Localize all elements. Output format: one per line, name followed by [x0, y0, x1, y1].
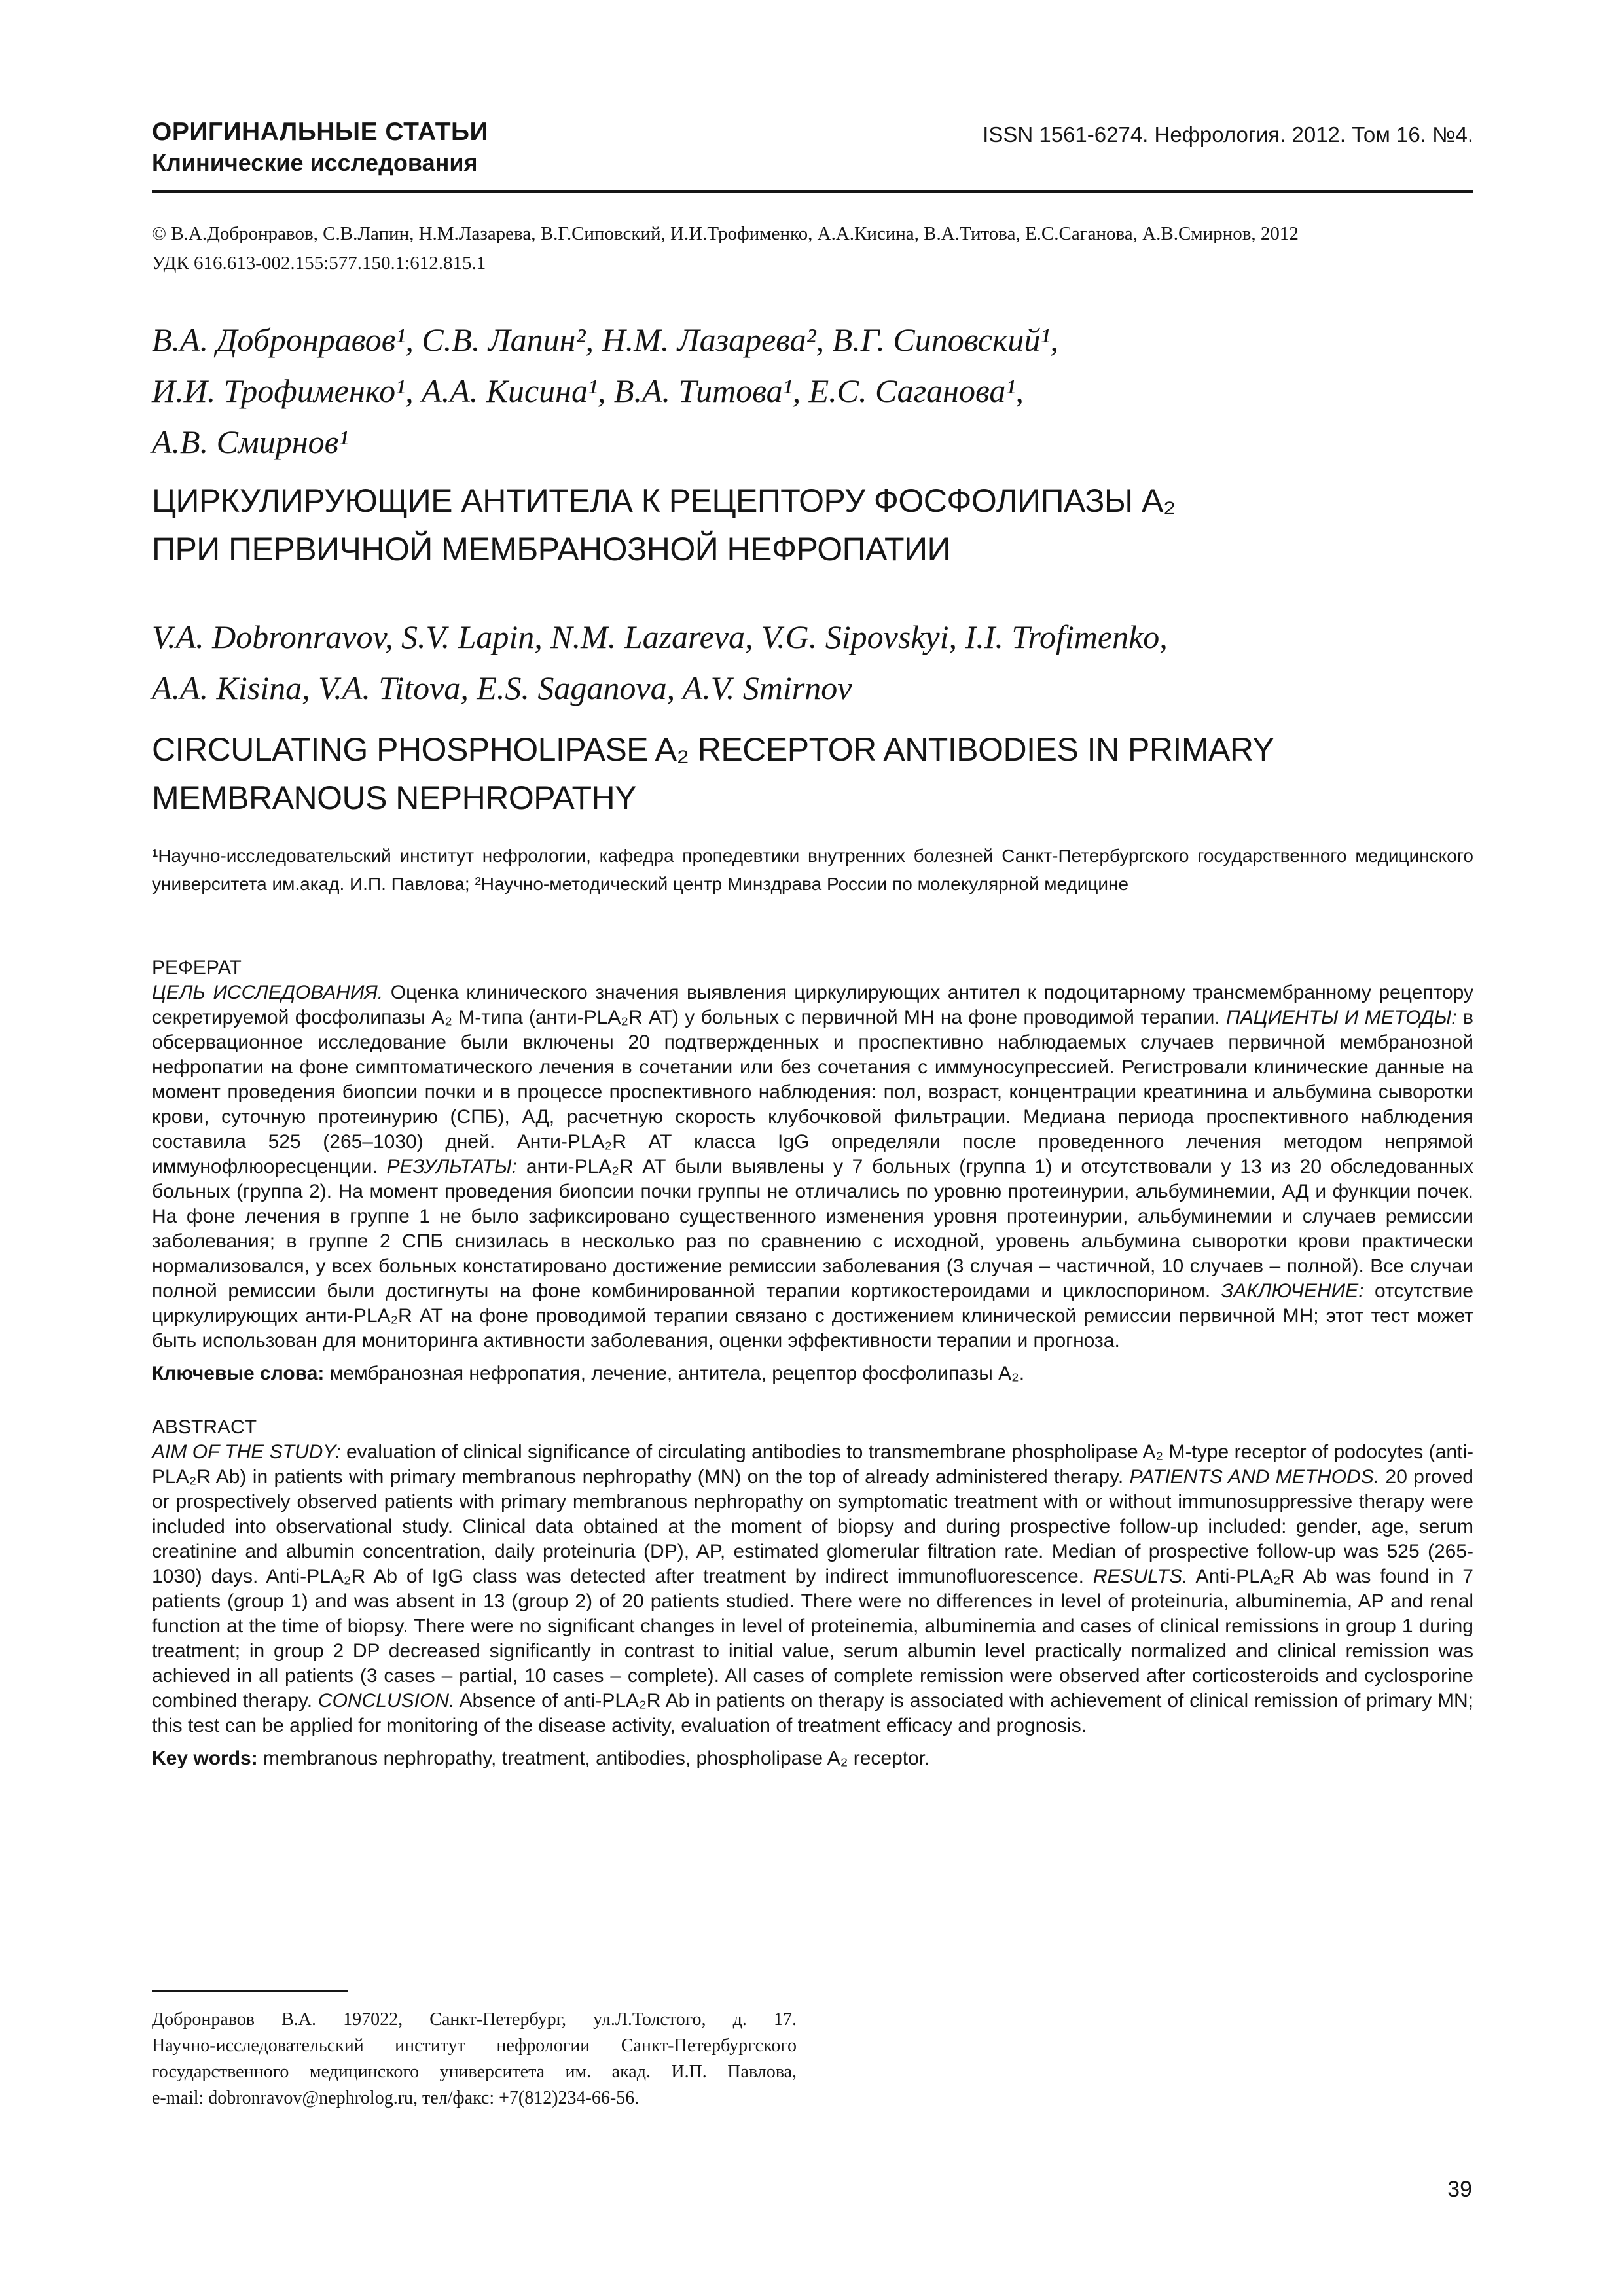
- text-line: В.А. Добронравов¹, С.В. Лапин², Н.М. Лазарева², В.Г. Сиповский¹,: [152, 321, 1058, 358]
- text-segment: ЗАКЛЮЧЕНИЕ:: [1221, 1280, 1364, 1302]
- text-segment: CONCLUSION.: [317, 1689, 455, 1712]
- text-segment: анти-PLA₂R АТ были выявлены у 7 больных (группа 1) и отсутствовали у 13 из 20 обследованных больных (группа 2). На момент проведения биопсии почки группы не отличались по уровню протеинурии, альбуминемии, АД и функции почек. На фоне лечения в группе 1 не было зафиксировано существенного изменения уровня протеинурии, альбуминемии и случаев ремиссии заболевания; в группе 2 СПБ снизилась в несколько раз по сравнению с исходной, уровень альбумина сыворотки крови практически нормализовался, у всех больных констатировано достижение ремиссии заболевания (3 случая – частичной, 10 случаев – полной). Все случаи полной ремиссии были достигнуты на фоне комбинированной терапии кортикостероидами и циклоспорином.: [152, 1155, 1473, 1302]
- abstract-ru-heading: РЕФЕРАТ: [152, 956, 242, 978]
- abstract-en-heading: ABSTRACT: [152, 1416, 257, 1438]
- abstract-en-text: [152, 1440, 1473, 1738]
- text-segment: RESULTS.: [1092, 1565, 1188, 1587]
- journal-issn-line: ISSN 1561-6274. Нефрология. 2012. Том 16. №4.: [983, 122, 1473, 147]
- copyright-line: © В.А.Добронравов, С.В.Лапин, Н.М.Лазарева, В.Г.Сиповский, И.И.Трофименко, А.А.Кисина, В.А.Титова, Е.С.Саганова, А.В.Смирнов, 2012: [152, 223, 1299, 245]
- text-segment: РЕЗУЛЬТАТЫ:: [386, 1155, 518, 1177]
- rubric-subtitle: Клинические исследования: [152, 149, 478, 176]
- text-segment: Ключевые слова:: [152, 1362, 325, 1384]
- text-line: Научно-исследовательский институт нефрологии Санкт-Петербургского: [152, 2036, 797, 2056]
- footer-rule: [152, 1990, 348, 1992]
- text-line: CIRCULATING PHOSPHOLIPASE A₂ RECEPTOR ANTIBODIES IN PRIMARY: [152, 730, 1274, 768]
- text-line: И.И. Трофименко¹, А.А. Кисина¹, В.А. Титова¹, Е.С. Саганова¹,: [152, 372, 1024, 409]
- text-line: e-mail: dobronravov@nephrolog.ru, тел/факс: +7(812)234-66-56.: [152, 2088, 640, 2108]
- text-line: MEMBRANOUS NEPHROPATHY: [152, 779, 637, 816]
- page-header: [152, 117, 1473, 178]
- text-line: V.A. Dobronravov, S.V. Lapin, N.M. Lazareva, V.G. Sipovskyi, I.I. Trofimenko,: [152, 618, 1168, 655]
- text-segment: evaluation of clinical significance of circulating antibodies to transmembrane phospholipase A₂ M-type receptor of podocytes (anti-PLA₂R Ab) in patients with primary membranous nephropathy (MN) on the top of already administered therapy.: [152, 1441, 1473, 1488]
- keywords-ru: [152, 1361, 1473, 1386]
- header-rule: [152, 190, 1473, 193]
- authors-english: [152, 611, 1473, 713]
- text-segment: ЦЕЛЬ ИССЛЕДОВАНИЯ.: [152, 981, 384, 1003]
- text-segment: Key words:: [152, 1747, 258, 1769]
- text-segment: 20 proved or prospectively observed patients with primary membranous nephropathy on symptomatic treatment with or without immunosuppressive therapy were included into observational study. Clinical data obtained at the moment of biopsy and during prospective follow-up included: gender, age, serum creatinine and albumin concentration, daily proteinuria (DP), AP, estimated glomerular filtration rate. Median of prospective follow-up was 525 (265-1030) days. Anti-PLA₂R Ab of IgG class was detected after treatment by indirect immunofluorescence.: [152, 1465, 1473, 1587]
- text-line: А.В. Смирнов¹: [152, 423, 349, 460]
- text-segment: отсутствие циркулирующих анти-PLA₂R АТ на фоне проводимой терапии связано с достижением клинической ремиссии первичной МН; этот тест может быть использован для мониторинга активности заболевания, оценки эффективности терапии и прогноза.: [152, 1280, 1473, 1352]
- keywords-en: [152, 1746, 1473, 1771]
- text-segment: AIM OF THE STUDY:: [152, 1441, 341, 1463]
- correspondence-block: [152, 2007, 797, 2111]
- text-segment: мембранозная нефропатия, лечение, антитела, рецептор фосфолипазы А₂.: [324, 1362, 1025, 1384]
- text-line: A.A. Kisina, V.A. Titova, E.S. Saganova, A.V. Smirnov: [152, 669, 852, 706]
- text-segment: Anti-PLA₂R Ab was found in 7 patients (group 1) and was absent in 13 (group 2) of 20 patients studied. There were no differences in level of proteinuria, albuminemia, AP and renal function at the time of biopsy. There were no significant changes in level of proteinemia, albuminemia and cases of clinical remissions in group 1 during treatment; in group 2 DP decreased significantly in contrast to initial value, serum albumin level practically normalized and clinical remission was achieved in all patients (3 cases – partial, 10 cases – complete). All cases of complete remission were observed after corticosteroids and cyclosporine combined therapy.: [152, 1565, 1473, 1712]
- article-title-russian: [152, 476, 1473, 573]
- abstract-ru-text: [152, 980, 1473, 1354]
- text-line: ПРИ ПЕРВИЧНОЙ МЕМБРАНОЗНОЙ НЕФРОПАТИИ: [152, 530, 950, 567]
- rubric-block: [152, 117, 488, 178]
- text-segment: Absence of anti-PLA₂R Ab in patients on therapy is associated with achievement of clinical remission of primary MN; this test can be applied for monitoring of the disease activity, evaluation of treatment efficacy and prognosis.: [152, 1689, 1474, 1736]
- rubric-title: ОРИГИНАЛЬНЫЕ СТАТЬИ: [152, 118, 489, 146]
- text-line: ЦИРКУЛИРУЮЩИЕ АНТИТЕЛА К РЕЦЕПТОРУ ФОСФОЛИПАЗЫ А₂: [152, 482, 1176, 519]
- text-segment: PATIENTS AND METHODS.: [1129, 1465, 1380, 1488]
- udc-line: УДК 616.613-002.155:577.150.1:612.815.1: [152, 252, 486, 274]
- authors-russian: [152, 314, 1473, 467]
- text-segment: Оценка клинического значения выявления циркулирующих антител к подоцитарному трансмембранному рецептору секретируемой фосфолипазы А₂ М-типа (анти-PLA₂R АТ) у больных с первичной МН на фоне проводимой терапии.: [152, 981, 1473, 1028]
- text-segment: в обсервационное исследование были включены 20 подтвержденных и проспективно наблюдаемых случаев первичной мембранозной нефропатии на фоне симптоматического лечения в сочетании или без сочетания с иммуносупрессией. Регистровали клинические данные на момент проведения биопсии почки и в процессе проспективного наблюдения: пол, возраст, концентрации креатинина и альбумина сыворотки крови, суточную протеинурию (СПБ), АД, расчетную скорость клубочковой фильтрации. Медиана периода проспективного наблюдения составила 525 (265–1030) дней. Анти-PLA₂R АТ класса IgG определяли после проведенного лечения методом непрямой иммунофлюоресценции.: [152, 1006, 1473, 1177]
- correspondence-footer: [152, 1990, 797, 2111]
- page-number: 39: [1447, 2177, 1472, 2202]
- text-line: государственного медицинского университета им. акад. И.П. Павлова,: [152, 2062, 797, 2082]
- text-line: Добронравов В.А. 197022, Санкт-Петербург, ул.Л.Толстого, д. 17.: [152, 2009, 797, 2030]
- affiliations: ¹Научно-исследовательский институт нефрологии, кафедра пропедевтики внутренних болезней Санкт-Петербургского государственного медицинского университета им.акад. И.П. Павлова; ²Научно-методический центр Минздрава России по молекулярной медицине: [152, 845, 1473, 894]
- text-segment: membranous nephropathy, treatment, antibodies, phospholipase A₂ receptor.: [257, 1747, 930, 1769]
- text-segment: ПАЦИЕНТЫ И МЕТОДЫ:: [1226, 1006, 1457, 1028]
- article-title-english: [152, 725, 1473, 822]
